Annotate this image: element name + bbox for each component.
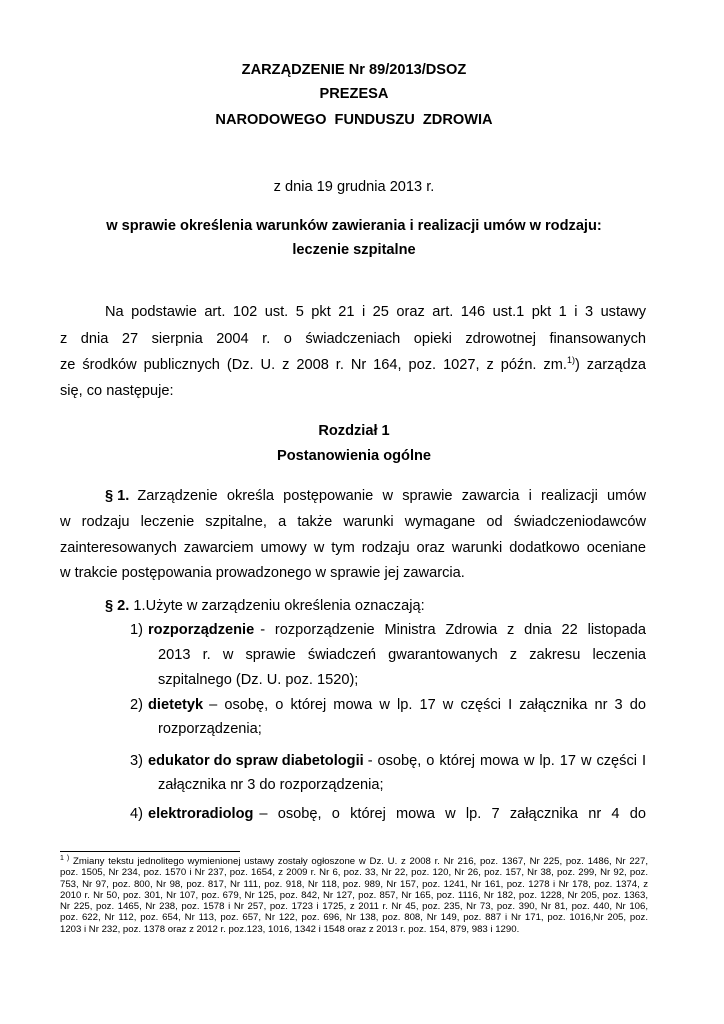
par1-line-4: w trakcie postępowania prowadzonego w sprawie jej zawarcia. [60,565,465,581]
item-3-line-2: załącznika nr 3 do rozporządzenia; [158,777,384,793]
item-2-line-1 [148,695,646,715]
item-4-term: elektroradiolog [148,806,254,822]
footnote-line: poz. 1505, Nr 234, poz. 1570 i Nr 237, poz. 1654, z 2009 r. Nr 6, poz. 33, Nr 22, poz. 120, Nr 26, poz. 157, Nr 38, poz. 299, Nr 92, poz. [60,867,648,879]
item-4-definition: – osobę, o której mowa w lp. 7 załącznika nr 4 do [259,806,646,822]
par2-mark: § 2. [105,598,130,614]
footnote-line: 2010 r. Nr 50, poz. 301, Nr 107, poz. 679, Nr 125, poz. 842, Nr 127, poz. 857, Nr 165, poz. 1116, Nr 182, poz. 1228, Nr 205, poz. 1363, [60,889,648,901]
footnote [60,856,648,935]
item-3-line-1 [148,751,646,771]
item-1-line-2: 2013 r. w sprawie świadczeń gwarantowanych z zakresu leczenia [158,647,646,663]
item-2-line-2: rozporządzenia; [158,721,262,737]
item-2-term: dietetyk [148,697,204,713]
preamble-line-3 [60,355,646,375]
item-2-definition: – osobę, o której mowa w lp. 17 w części I załącznika nr 3 do [209,697,646,713]
issuer-line-1: PREZESA [319,86,389,102]
preamble-line-3-text: ze środków publicznych (Dz. U. z 2008 r. Nr 164, poz. 1027, z późn. zm. [60,357,567,373]
footnote-line: $^{1 )}$ Zmiany tekstu jednolitego wymienionej ustawy zostały ogłoszone w Dz. U. z 2008 r. Nr 216, poz. 1367, Nr 225, poz. 1486, Nr 227, [60,854,648,867]
item-3-definition: - osobę, o której mowa w lp. 17 w części I [367,753,646,769]
par2-intro: 1.Użyte w zarządzeniu określenia oznaczają: [133,598,425,614]
preamble-line-2: z dnia 27 sierpnia 2004 r. o świadczeniach opieki zdrowotnej finansowanych [60,331,646,347]
preamble-line-1: Na podstawie art. 102 ust. 5 pkt 21 i 25 oraz art. 146 ust.1 pkt 1 i 3 ustawy [105,304,646,320]
item-1-line-1 [148,620,646,640]
document-date: z dnia 19 grudnia 2013 r. [273,179,435,195]
item-3-term: edukator do spraw diabetologii [148,753,364,769]
footnote-line: poz. 622, Nr 112, poz. 654, Nr 113, poz. 657, Nr 122, poz. 696, Nr 138, poz. 808, Nr 149, poz. 887 i Nr 171, poz. 1016,Nr 205, poz. [60,912,648,924]
par1-line-3: zainteresowanych zawarciem umowy w tym rodzaju oraz warunki dodatkowo oceniane [60,540,646,556]
item-2-number: 2) [130,697,143,713]
document-subject-line-2: leczenie szpitalne [292,242,416,258]
footnote-line: 1203 i Nr 232, poz. 1378 oraz z 2012 r. poz.123, 1016, 1342 i 1548 oraz z 2013 r. poz. 154, 879, 983 i 1290. [60,923,520,935]
document-subject-line-1: w sprawie określenia warunków zawierania i realizacji umów w rodzaju: [106,218,602,234]
chapter-title: Rozdział 1 [318,423,390,439]
par1-line-2: w rodzaju leczenie szpitalne, a także warunki wymagane od świadczeniodawców [60,514,646,530]
par2-intro-line [105,596,425,616]
preamble-line-3-end: ) zarządza [574,357,646,373]
issuer-line-2: NARODOWEGO FUNDUSZU ZDROWIA [215,112,493,128]
preamble-line-4: się, co następuje: [60,383,174,399]
par1-line-1-text: Zarządzenie określa postępowanie w sprawie zawarcia i realizacji umów [137,488,646,504]
par1-line-1 [105,486,646,506]
footnote-separator [60,851,240,852]
item-3-number: 3) [130,753,143,769]
item-4-line-1 [148,804,646,824]
footnote-reference: 1) [566,355,575,366]
footnote-mark: 1 ) [60,854,70,862]
document-title: ZARZĄDZENIE Nr 89/2013/DSOZ [241,62,467,78]
item-1-term: rozporządzenie [148,622,255,638]
chapter-subtitle: Postanowienia ogólne [276,448,432,464]
footnote-line: Nr 225, poz. 1465, Nr 238, poz. 1578 i Nr 257, poz. 1723 i 1725, z 2011 r. Nr 45, poz. 235, Nr 73, poz. 390, Nr 81, poz. 440, Nr 106, [60,901,648,913]
item-1-definition: - rozporządzenie Ministra Zdrowia z dnia 22 listopada [260,622,646,638]
footnote-line: 753, Nr 97, poz. 800, Nr 98, poz. 817, Nr 111, poz. 918, Nr 118, poz. 989, Nr 157, poz. 1241, Nr 161, poz. 1278 i Nr 178, poz. 1374, z [60,878,648,890]
item-1-line-3: szpitalnego (Dz. U. poz. 1520); [158,672,359,688]
par1-mark: § 1. [105,488,130,504]
item-4-number: 4) [130,806,143,822]
item-1-number: 1) [130,622,143,638]
